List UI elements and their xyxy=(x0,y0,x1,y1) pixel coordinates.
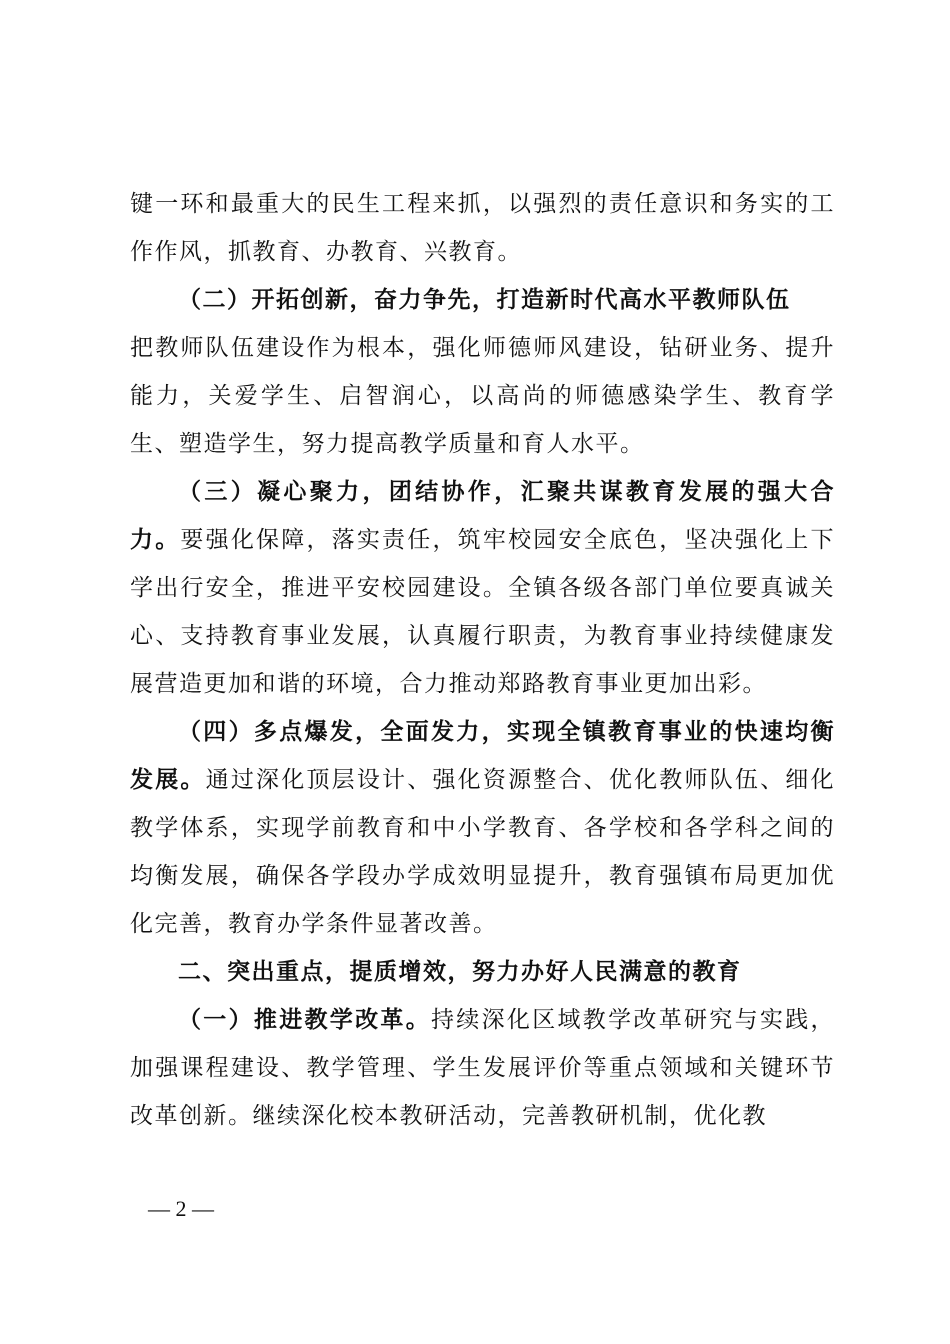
paragraph-teaching-reform-body: 持续深化区域教学改革研究与实践，加强课程建设、教学管理、学生发展评价等重点领域和关键环节改革创新。继续深化校本教研活动，完善教研机制，优化教 xyxy=(130,1007,836,1129)
paragraph-teaching-reform xyxy=(130,996,835,1140)
paragraph-teacher-team-body: 把教师队伍建设作为根本，强化师德师风建设，钻研业务、提升能力，关爱学生、启智润心，以高尚的师德感染学生、教育学生、塑造学生，努力提高教学质量和育人水平。 xyxy=(130,335,835,457)
subheading-unity: （三）凝心聚力，团结协作，汇聚共谋教育发展的强大合力。 xyxy=(130,478,835,553)
document-body xyxy=(130,180,835,1140)
paragraph-continuation: 键一环和最重大的民生工程来抓，以强烈的责任意识和务实的工作作风，抓教育、办教育、兴教育。 xyxy=(130,191,835,265)
subheading-teaching-reform: （一）推进教学改革。 xyxy=(178,1006,431,1033)
paragraph-unity xyxy=(130,468,835,708)
paragraph-balanced-development xyxy=(130,708,835,948)
subheading-balanced-development: （四）多点爆发，全面发力，实现全镇教育事业的快速均衡发展。 xyxy=(130,718,835,793)
section-heading-2: 二、突出重点，提质增效，努力办好人民满意的教育 xyxy=(178,959,742,985)
page-number: — 2 — xyxy=(148,1196,214,1221)
paragraph-teacher-team xyxy=(130,276,835,468)
subheading-teacher-team: （二）开拓创新，奋力争先，打造新时代高水平教师队伍 xyxy=(178,286,791,313)
paragraph-unity-body: 要强化保障，落实责任，筑牢校园安全底色，坚决强化上下学出行安全，推进平安校园建设。全镇各级各部门单位要真诚关心、支持教育事业发展，认真履行职责，为教育事业持续健康发展营造更加和谐的环境，合力推动郑路教育事业更加出彩。 xyxy=(130,527,836,697)
paragraph-balanced-development-body: 通过深化顶层设计、强化资源整合、优化教师队伍、细化教学体系，实现学前教育和中小学教育、各学校和各学科之间的均衡发展，确保各学段办学成效明显提升，教育强镇布局更加优化完善，教育办学条件显著改善。 xyxy=(130,767,836,937)
